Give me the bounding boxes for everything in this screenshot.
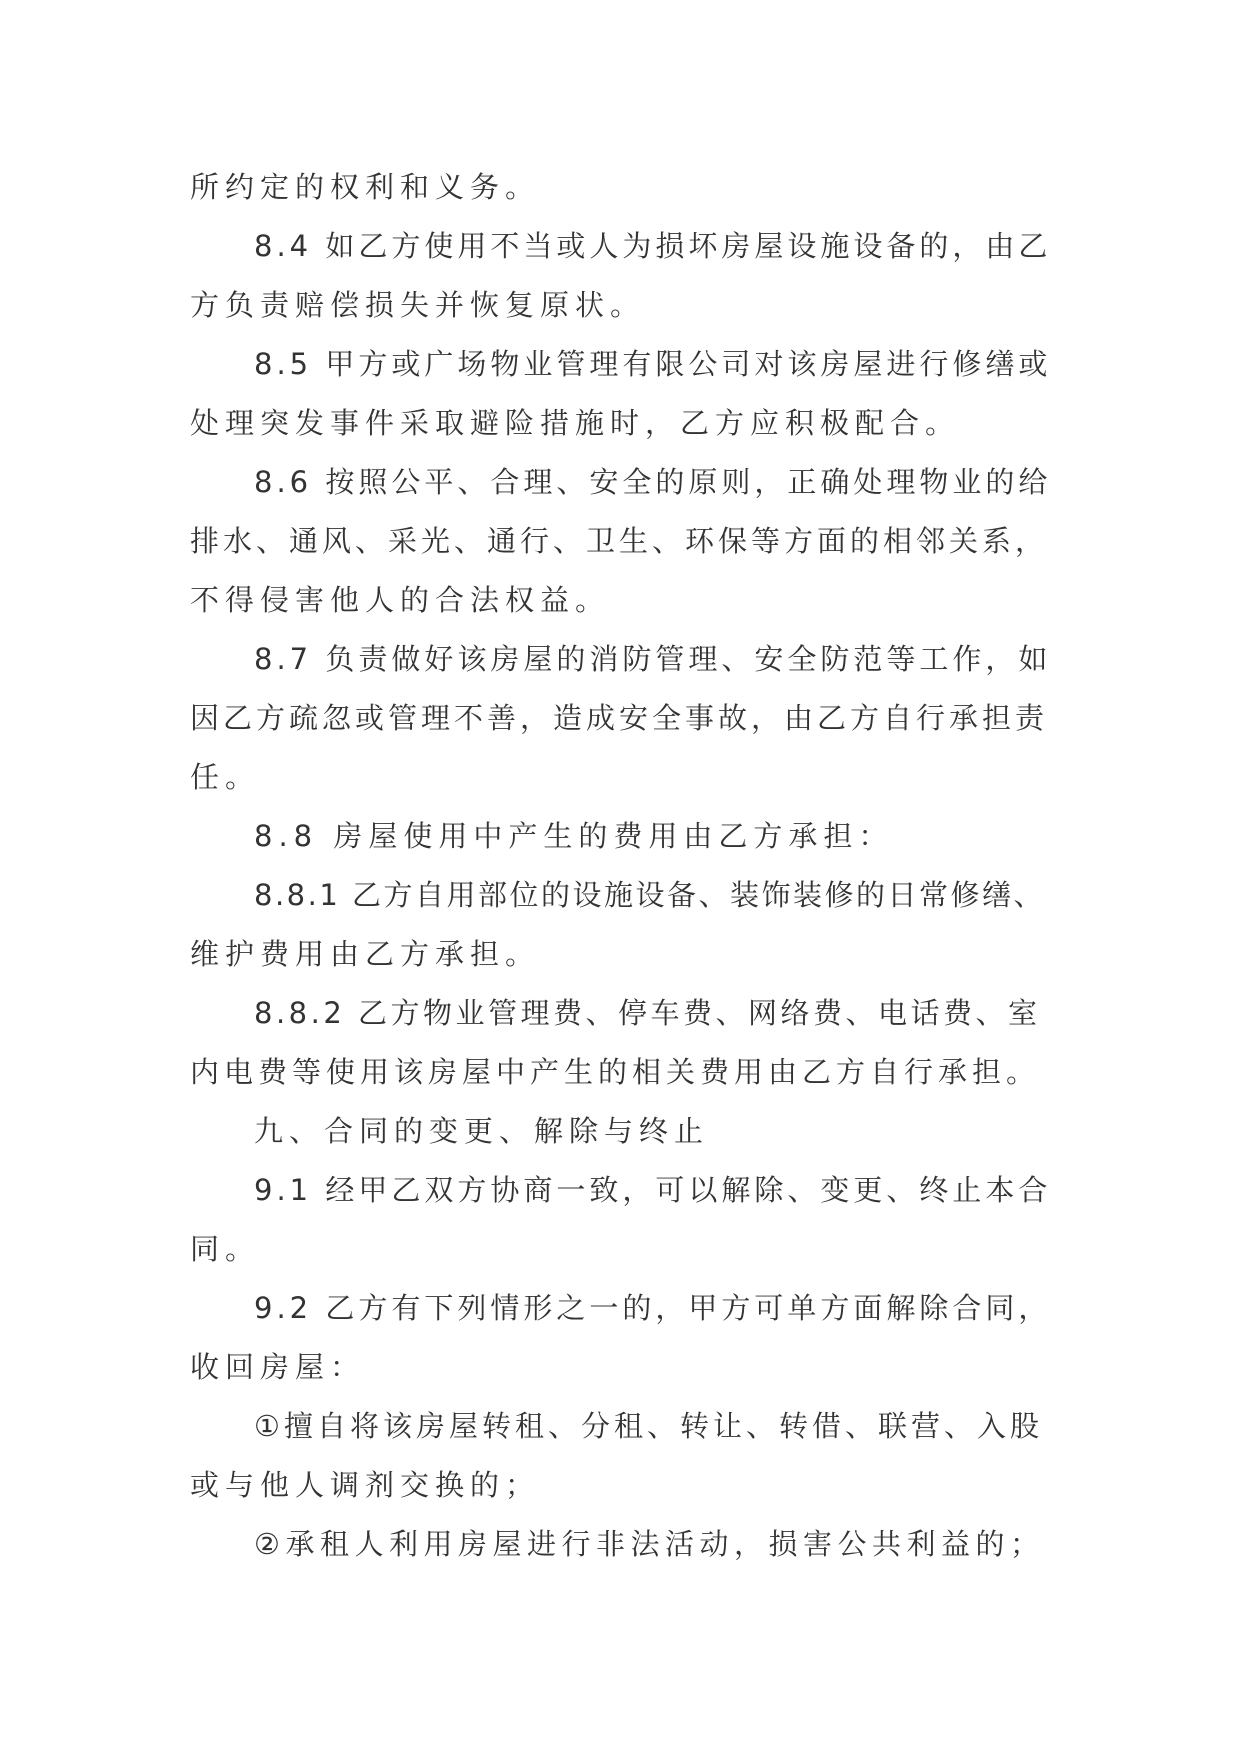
text-line: 同。: [190, 1232, 261, 1266]
text-line: 处理突发事件采取避险措施时，乙方应积极配合。: [190, 406, 961, 440]
text-line: 因乙方疏忽或管理不善，造成安全事故，由乙方自行承担责: [190, 701, 1049, 735]
text-line: 不得侵害他人的合法权益。: [190, 583, 611, 617]
clause-9-2: 9.2 乙方有下列情形之一的，甲方可单方面解除合同，: [254, 1291, 1052, 1325]
text-line: 或与他人调剂交换的；: [190, 1468, 541, 1502]
list-item-1: ①擅自将该房屋转租、分租、转让、转借、联营、入股: [254, 1409, 1043, 1443]
list-item-2: ②承租人利用房屋进行非法活动，损害公共利益的；: [254, 1527, 1045, 1561]
clause-9-1: 9.1 经甲乙双方协商一致，可以解除、变更、终止本合: [254, 1173, 1052, 1207]
document-body: [190, 158, 1052, 1574]
clause-8-6: 8.6 按照公平、合理、安全的原则，正确处理物业的给: [254, 465, 1052, 499]
clause-8-4: 8.4 如乙方使用不当或人为损坏房屋设施设备的，由乙: [254, 229, 1052, 263]
clause-8-8-2: 8.8.2 乙方物业管理费、停车费、网络费、电话费、室: [254, 996, 1041, 1030]
section-heading-9: 九、合同的变更、解除与终止: [254, 1114, 710, 1148]
clause-8-7: 8.7 负责做好该房屋的消防管理、安全防范等工作，如: [254, 642, 1052, 676]
text-line: 维护费用由乙方承担。: [190, 937, 541, 971]
clause-8-8-1: 8.8.1 乙方自用部位的设施设备、装饰装修的日常修缮、: [254, 878, 1046, 912]
text-line: 排水、通风、采光、通行、卫生、环保等方面的相邻关系，: [190, 524, 1049, 558]
clause-8-5: 8.5 甲方或广场物业管理有限公司对该房屋进行修缮或: [254, 347, 1052, 381]
text-line: 内电费等使用该房屋中产生的相关费用由乙方自行承担。: [190, 1055, 1041, 1089]
clause-8-8: 8.8 房屋使用中产生的费用由乙方承担：: [254, 819, 894, 853]
text-line: 方负责赔偿损失并恢复原状。: [190, 288, 646, 322]
text-line: 任。: [190, 760, 261, 794]
text-line: 所约定的权利和义务。: [190, 170, 541, 204]
text-line: 收回房屋：: [190, 1350, 366, 1384]
